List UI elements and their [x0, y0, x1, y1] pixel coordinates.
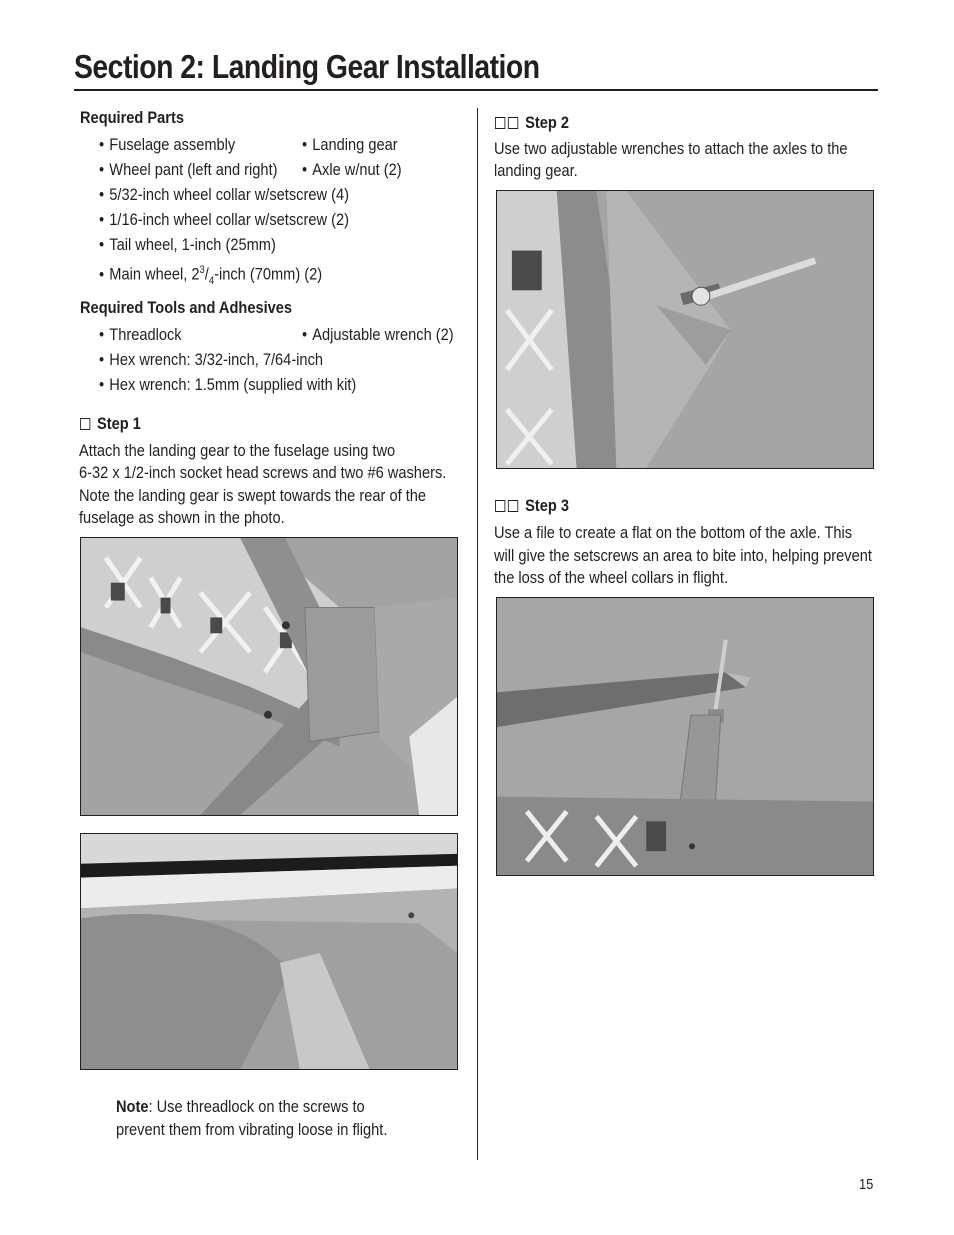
step1-photo-gear-swept — [80, 833, 458, 1070]
required-tools-heading: Required Tools and Adhesives — [80, 298, 293, 317]
parts-item: • Axle w/nut (2) — [302, 159, 402, 182]
tools-item: • Adjustable wrench (2) — [302, 324, 454, 347]
checkbox-icon[interactable] — [495, 117, 505, 129]
note-text-line2: prevent them from vibrating loose in flight. — [116, 1120, 388, 1139]
step1-text-line: 6-32 x 1/2-inch socket head screws and two #6 washers. — [79, 463, 447, 482]
step2-text-line: Use two adjustable wrenches to attach the axles to the — [494, 139, 848, 158]
step1-text-line: Note the landing gear is swept towards the rear of the — [79, 486, 427, 505]
step1-text-line: fuselage as shown in the photo. — [79, 508, 285, 527]
checkbox-icon[interactable] — [80, 418, 90, 430]
note-text: Note: Use threadlock on the screws to — [116, 1097, 365, 1116]
parts-item-main-wheel: • Main wheel, $2^3/_4$-inch (70mm) (2) — [99, 259, 322, 293]
step1-photo-gear-mounted — [80, 537, 458, 816]
step3-heading: Step 3 — [495, 496, 569, 516]
tools-item: • Threadlock — [99, 324, 182, 347]
parts-item: • Tail wheel, 1-inch (25mm) — [99, 234, 276, 257]
step1-heading: Step 1 — [80, 414, 141, 434]
title-rule — [74, 89, 878, 91]
parts-item: • Landing gear — [302, 134, 398, 157]
step3-photo-file-axle — [496, 597, 874, 876]
parts-item: • 5/32-inch wheel collar w/setscrew (4) — [99, 184, 349, 207]
column-divider — [477, 108, 478, 1160]
section-title: Section 2: Landing Gear Installation — [74, 48, 540, 85]
checkbox-icon[interactable] — [495, 500, 505, 512]
step1-text-line: Attach the landing gear to the fuselage using two — [79, 441, 396, 460]
step3-text-line: Use a file to create a flat on the bottom of the axle. This — [494, 523, 853, 542]
tools-item: • Hex wrench: 3/32-inch, 7/64-inch — [99, 349, 323, 372]
step3-text-line: will give the setscrews an area to bite into, helping prevent — [494, 546, 872, 565]
page-number: 15 — [859, 1176, 874, 1193]
step3-text-line: the loss of the wheel collars in flight. — [494, 568, 729, 587]
required-parts-heading: Required Parts — [80, 108, 185, 127]
step2-photo-axle — [496, 190, 874, 469]
parts-item: • Fuselage assembly — [99, 134, 235, 157]
checkbox-icon[interactable] — [508, 500, 518, 512]
parts-item: • 1/16-inch wheel collar w/setscrew (2) — [99, 209, 349, 232]
checkbox-icon[interactable] — [508, 117, 518, 129]
step2-text-line: landing gear. — [494, 161, 578, 180]
parts-item: • Wheel pant (left and right) — [99, 159, 278, 182]
tools-item: • Hex wrench: 1.5mm (supplied with kit) — [99, 374, 356, 397]
step2-heading: Step 2 — [495, 113, 569, 133]
